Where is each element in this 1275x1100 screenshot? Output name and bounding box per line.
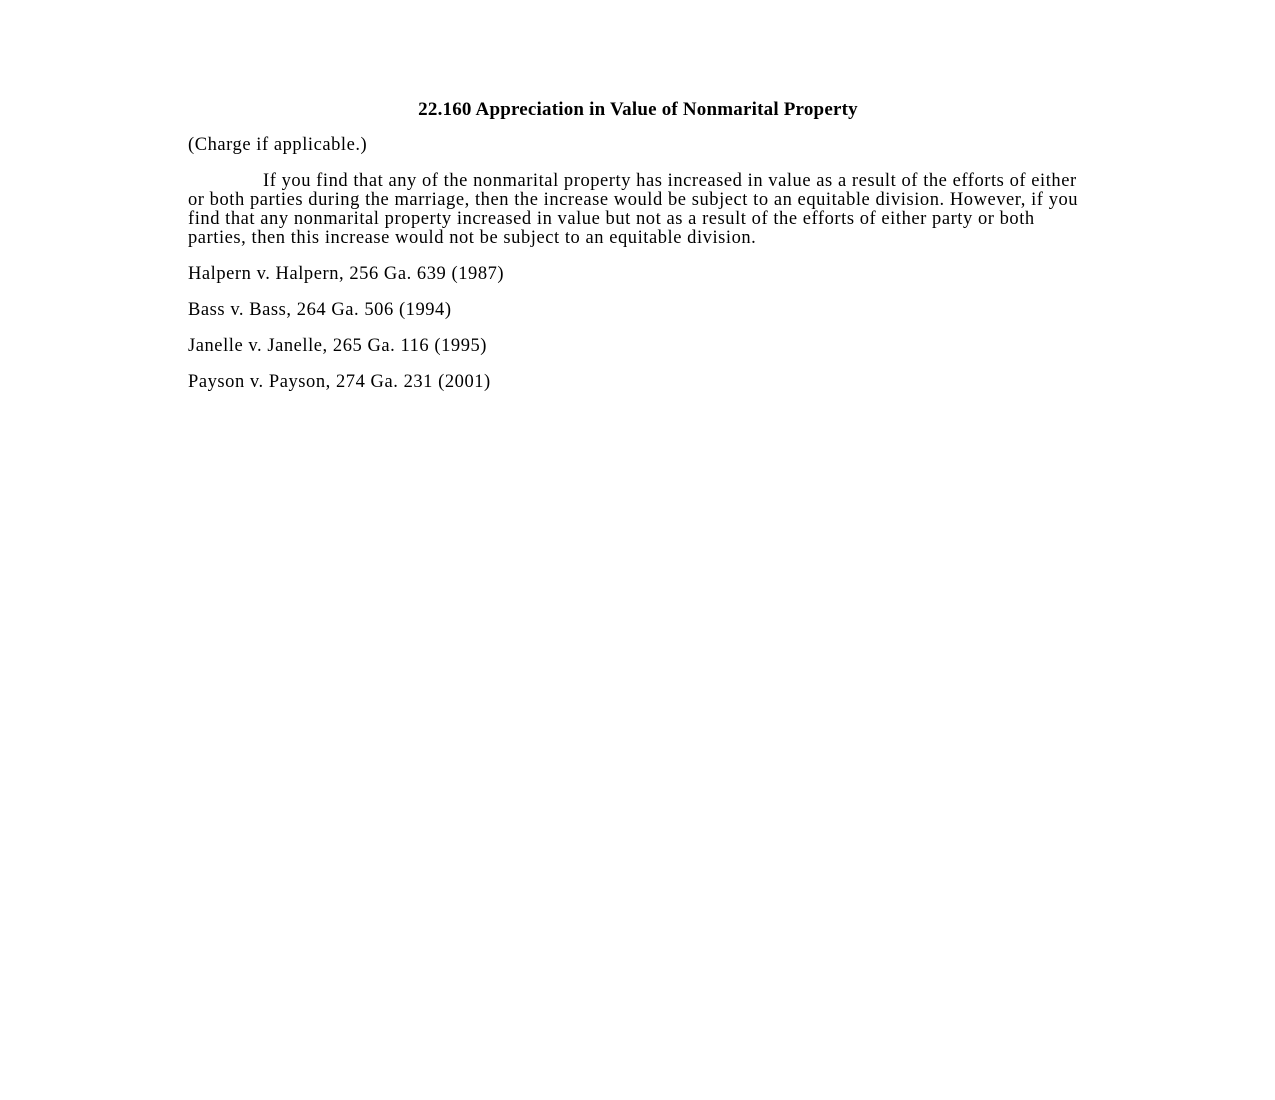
body-line: increased in value but not as a result of the efforts of either party or both parties, then this xyxy=(188,209,1035,248)
body-line: subject to an equitable division. However, if you find that any nonmarital property xyxy=(188,190,1079,229)
citation: Halpern v. Halpern, 256 Ga. 639 (1987) xyxy=(188,264,505,284)
citation: Payson v. Payson, 274 Ga. 231 (2001) xyxy=(188,372,491,392)
body-line: the efforts of either or both parties during the marriage, then the increase would be xyxy=(188,171,1077,210)
document-page xyxy=(188,98,1088,409)
body-line: increase would not be subject to an equitable division. xyxy=(324,228,757,248)
body-line: If you find that any of the nonmarital property has increased in value as a result of xyxy=(263,171,918,191)
charge-note: (Charge if applicable.) xyxy=(188,135,368,155)
body-paragraph xyxy=(188,172,1088,248)
document-title: 22.160 Appreciation in Value of Nonmarital Property xyxy=(418,99,858,120)
citation: Bass v. Bass, 264 Ga. 506 (1994) xyxy=(188,300,452,320)
citation: Janelle v. Janelle, 265 Ga. 116 (1995) xyxy=(188,336,488,356)
